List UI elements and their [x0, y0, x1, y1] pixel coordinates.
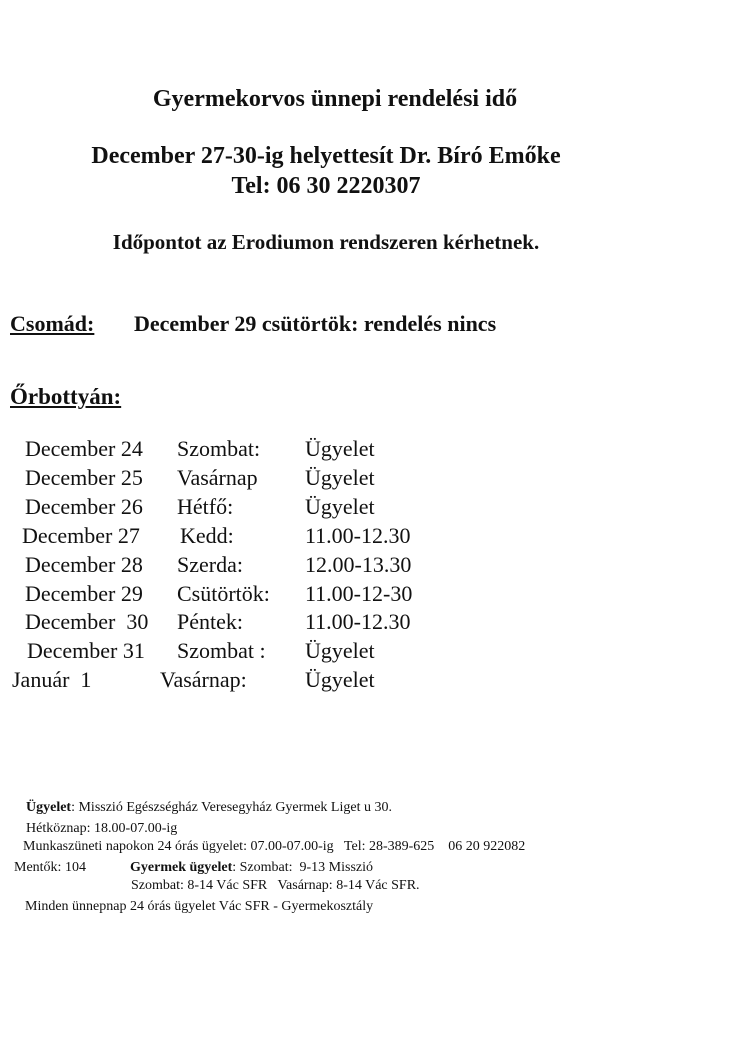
schedule-time: 12.00-13.30 [305, 552, 412, 577]
phone-number: Tel: 06 30 2220307 [231, 173, 421, 199]
footer-gyermek-text: : Szombat: 9-13 Misszió [232, 860, 374, 875]
schedule-day: Hétfő: [177, 494, 234, 519]
footer-gyermek-label: Gyermek ügyelet [130, 860, 233, 875]
csomad-label: Csomád: [10, 311, 95, 336]
page-title: Gyermekorvos ünnepi rendelési idő [152, 86, 518, 112]
schedule-time: Ügyelet [305, 667, 375, 692]
schedule-date: December 26 [25, 494, 143, 519]
footer-ugyelet-label: Ügyelet [26, 800, 72, 815]
footer-minden: Minden ünnepnap 24 órás ügyelet Vác SFR - Gyermekosztály [25, 899, 374, 914]
schedule-day: Szombat: [177, 436, 261, 461]
schedule-date: December 30 [25, 609, 149, 634]
schedule-day: Szombat : [177, 638, 266, 663]
footer-munkaszuneti: Munkaszüneti napokon 24 órás ügyelet: 07.00-07.00-ig Tel: 28-389-625 06 20 922082 [23, 839, 526, 854]
schedule-date: December 27 [22, 523, 140, 548]
schedule-time: Ügyelet [305, 638, 375, 663]
schedule-day: Péntek: [177, 609, 243, 634]
schedule-day: Csütörtök: [177, 581, 270, 606]
footer-hetkoznap: Hétköznap: 18.00-07.00-ig [26, 821, 178, 836]
substitution-notice: December 27-30-ig helyettesít Dr. Bíró Emőke [91, 143, 561, 169]
schedule-time: Ügyelet [305, 436, 375, 461]
schedule-time: Ügyelet [305, 465, 375, 490]
footer-gyermek-line2: Szombat: 8-14 Vác SFR Vasárnap: 8-14 Vác SFR. [131, 878, 420, 893]
schedule-day: Vasárnap [177, 465, 258, 490]
schedule-date: December 24 [25, 436, 143, 461]
schedule-day: Szerda: [177, 552, 243, 577]
schedule-day: Vasárnap: [160, 667, 247, 692]
schedule-date: December 28 [25, 552, 143, 577]
schedule-date: December 25 [25, 465, 143, 490]
schedule-day: Kedd: [180, 523, 234, 548]
schedule-date: December 31 [27, 638, 145, 663]
schedule-time: Ügyelet [305, 494, 375, 519]
footer-mentok: Mentők: 104 [14, 860, 86, 875]
footer-ugyelet-text: : Misszió Egészségház Veresegyház Gyermek Liget u 30. [71, 800, 392, 815]
schedule-time: 11.00-12-30 [305, 581, 413, 606]
appointment-notice: Időpontot az Erodiumon rendszeren kérhetnek. [112, 230, 540, 254]
schedule-date: Január 1 [12, 667, 92, 692]
schedule-date: December 29 [25, 581, 143, 606]
footer-gyermek-line [130, 860, 373, 876]
orbottyan-label: Őrbottyán: [10, 384, 122, 409]
schedule-time: 11.00-12.30 [305, 523, 411, 548]
schedule-time: 11.00-12.30 [305, 609, 411, 634]
csomad-text: December 29 csütörtök: rendelés nincs [134, 311, 497, 336]
footer-ugyelet-line [26, 800, 392, 816]
